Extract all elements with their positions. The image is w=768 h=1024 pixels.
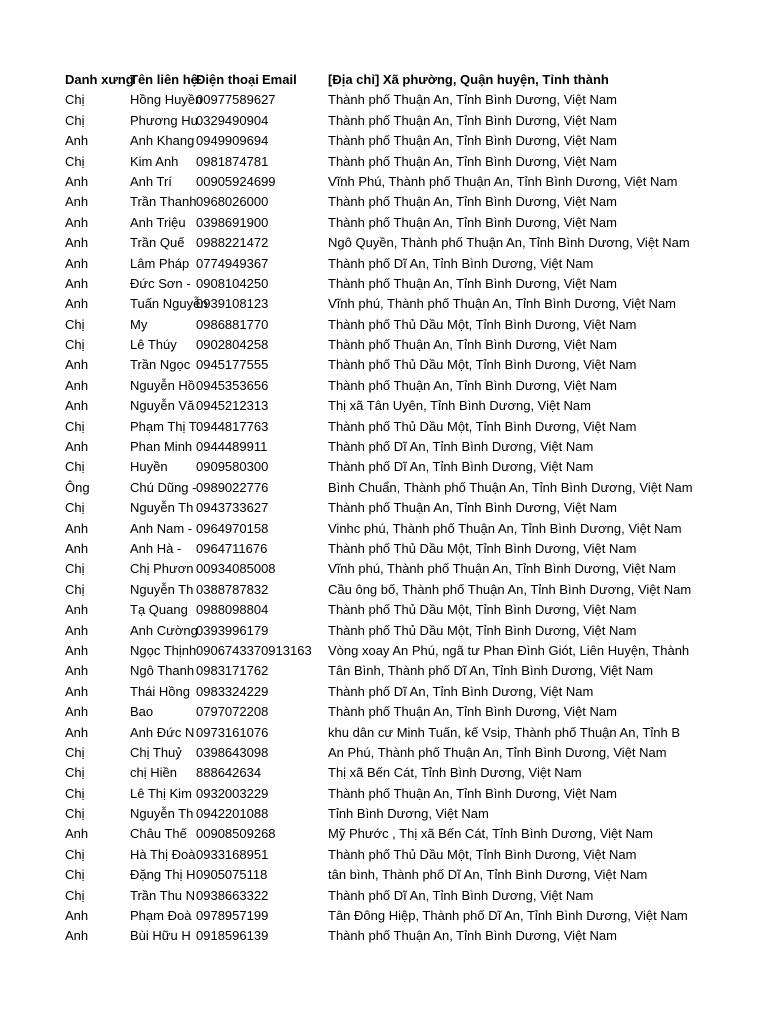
title-cell[interactable]: Anh	[65, 663, 89, 679]
name-cell[interactable]: Anh Triệu	[130, 214, 186, 230]
name-cell[interactable]: Trần Thu N	[130, 887, 196, 903]
phone-cell[interactable]: 0393996179	[196, 622, 269, 638]
name-cell[interactable]: chị Hiền	[130, 765, 177, 781]
title-cell[interactable]: Ông	[65, 479, 90, 495]
phone-cell[interactable]: 0388787832	[196, 581, 269, 597]
name-cell[interactable]: Chị Thuỷ	[130, 744, 182, 760]
address-cell[interactable]: Vĩnh phú, Thành phố Thuận An, Tỉnh Bình Dương, Việt Nam	[328, 296, 676, 312]
name-cell[interactable]: Nguyễn Th	[130, 500, 194, 516]
header-title-cell[interactable]: Danh xưng	[65, 72, 134, 87]
title-cell[interactable]: Chị	[65, 337, 85, 353]
table-row	[0, 376, 768, 396]
name-cell[interactable]: Ngọc Thịnh	[130, 642, 197, 658]
phone-cell[interactable]: 0398691900	[196, 214, 269, 230]
table-row	[0, 355, 768, 375]
phone-cell[interactable]: 0938663322	[196, 887, 269, 903]
phone-cell[interactable]: 0945177555	[196, 357, 269, 373]
address-cell[interactable]: Thành phố Thuận An, Tỉnh Bình Dương, Việt Nam	[328, 500, 617, 516]
table-row	[0, 559, 768, 579]
table-row	[0, 417, 768, 437]
title-cell[interactable]: Chị	[65, 867, 85, 883]
data-rows	[0, 90, 768, 946]
table-row	[0, 274, 768, 294]
name-cell[interactable]: Đức Sơn -	[130, 275, 191, 291]
contact-sheet	[0, 70, 768, 947]
title-cell[interactable]: Anh	[65, 194, 89, 210]
address-cell[interactable]: Thành phố Thủ Dầu Một, Tỉnh Bình Dương, Việt Nam	[328, 357, 637, 373]
name-cell[interactable]: Lê Thúy	[130, 337, 177, 353]
title-cell[interactable]: Anh	[65, 908, 89, 924]
name-cell[interactable]: Chú Dũng -	[130, 479, 197, 495]
table-row	[0, 886, 768, 906]
title-cell[interactable]: Chị	[65, 500, 85, 516]
title-cell[interactable]: Anh	[65, 540, 89, 556]
address-cell[interactable]: Thành phố Thuận An, Tỉnh Bình Dương, Việt Nam	[328, 92, 617, 108]
address-cell[interactable]: Ngô Quyền, Thành phố Thuận An, Tỉnh Bình Dương, Việt Nam	[328, 235, 690, 251]
phone-cell[interactable]: 0944489911	[196, 439, 268, 455]
phone-cell[interactable]: 0983324229	[196, 683, 269, 699]
table-row	[0, 254, 768, 274]
address-cell[interactable]: Tỉnh Bình Dương, Việt Nam	[328, 806, 489, 822]
phone-cell[interactable]: 0906743370913163	[196, 642, 312, 658]
title-cell[interactable]: Chị	[65, 92, 85, 108]
address-cell[interactable]: Thành phố Thủ Dầu Một, Tỉnh Bình Dương, Việt Nam	[328, 602, 637, 618]
table-row	[0, 621, 768, 641]
table-row	[0, 478, 768, 498]
table-row	[0, 743, 768, 763]
title-cell[interactable]: Chị	[65, 112, 85, 128]
phone-cell[interactable]: 0964711676	[196, 540, 268, 556]
address-cell[interactable]: Thành phố Thuận An, Tỉnh Bình Dương, Việt Nam	[328, 112, 617, 128]
title-cell[interactable]: Chị	[65, 418, 85, 434]
address-cell[interactable]: Thành phố Thủ Dầu Một, Tỉnh Bình Dương, Việt Nam	[328, 316, 637, 332]
phone-cell[interactable]: 0981874781	[196, 153, 269, 169]
table-row	[0, 865, 768, 885]
table-row	[0, 845, 768, 865]
title-cell[interactable]: Chị	[65, 846, 85, 862]
phone-cell[interactable]: 0902804258	[196, 337, 269, 353]
table-row	[0, 396, 768, 416]
address-cell[interactable]: Thành phố Thuận An, Tỉnh Bình Dương, Việt Nam	[328, 153, 617, 169]
title-cell[interactable]: Anh	[65, 357, 89, 373]
phone-cell[interactable]: 0933168951	[196, 846, 269, 862]
name-cell[interactable]: Hồng Huyền	[130, 92, 203, 108]
address-cell[interactable]: Thành phố Thuận An, Tỉnh Bình Dương, Việt Nam	[328, 785, 617, 801]
address-cell[interactable]: Thành phố Thuận An, Tỉnh Bình Dương, Việt Nam	[328, 194, 617, 210]
title-cell[interactable]: Chị	[65, 887, 85, 903]
address-cell[interactable]: Mỹ Phước , Thị xã Bến Cát, Tỉnh Bình Dương, Việt Nam	[328, 826, 653, 842]
address-cell[interactable]: Thành phố Thuận An, Tỉnh Bình Dương, Việt Nam	[328, 704, 617, 720]
address-cell[interactable]: Vòng xoay An Phú, ngã tư Phan Đình Giót, Liên Huyện, Thành	[328, 642, 690, 658]
address-cell[interactable]: Thành phố Dĩ An, Tỉnh Bình Dương, Việt Nam	[328, 887, 594, 903]
table-row	[0, 131, 768, 151]
name-cell[interactable]: Chị Phươn	[130, 561, 194, 577]
address-cell[interactable]: Thành phố Dĩ An, Tỉnh Bình Dương, Việt Nam	[328, 439, 594, 455]
name-cell[interactable]: Kim Anh	[130, 153, 179, 169]
phone-cell[interactable]: 0964970158	[196, 520, 269, 536]
phone-cell[interactable]: 888642634	[196, 765, 262, 781]
name-cell[interactable]: Anh Khang	[130, 133, 195, 149]
phone-cell[interactable]: 0986881770	[196, 316, 269, 332]
address-cell[interactable]: Thành phố Thuận An, Tỉnh Bình Dương, Việt Nam	[328, 337, 617, 353]
title-cell[interactable]: Anh	[65, 642, 89, 658]
table-row	[0, 763, 768, 783]
phone-cell[interactable]: 0918596139	[196, 928, 269, 944]
title-cell[interactable]: Anh	[65, 683, 89, 699]
address-cell[interactable]: Thành phố Thuận An, Tỉnh Bình Dương, Việt Nam	[328, 377, 617, 393]
phone-cell[interactable]: 0932003229	[196, 785, 269, 801]
title-cell[interactable]: Anh	[65, 214, 89, 230]
name-cell[interactable]: Nguyễn Th	[130, 806, 194, 822]
phone-cell[interactable]: 0945353656	[196, 377, 269, 393]
address-cell[interactable]: Thành phố Dĩ An, Tỉnh Bình Dương, Việt Nam	[328, 683, 594, 699]
address-cell[interactable]: Thị xã Tân Uyên, Tỉnh Bình Dương, Việt Nam	[328, 398, 591, 414]
phone-cell[interactable]: 0989022776	[196, 479, 269, 495]
address-cell[interactable]: Thành phố Thuận An, Tỉnh Bình Dương, Việt Nam	[328, 928, 617, 944]
title-cell[interactable]: Anh	[65, 602, 89, 618]
name-cell[interactable]: Anh Trí	[130, 173, 172, 189]
address-cell[interactable]: Thị xã Bến Cát, Tỉnh Bình Dương, Việt Nam	[328, 765, 582, 781]
address-cell[interactable]: Thành phố Thuận An, Tỉnh Bình Dương, Việt Nam	[328, 275, 617, 291]
title-cell[interactable]: Anh	[65, 724, 89, 740]
name-cell[interactable]: Anh Nam -	[130, 520, 193, 536]
phone-cell[interactable]: 0973161076	[196, 724, 269, 740]
address-cell[interactable]: Tân Đông Hiệp, Thành phố Dĩ An, Tỉnh Bình Dương, Việt Nam	[328, 908, 688, 924]
title-cell[interactable]: Anh	[65, 928, 89, 944]
phone-cell[interactable]: 0978957199	[196, 908, 269, 924]
address-cell[interactable]: An Phú, Thành phố Thuận An, Tỉnh Bình Dương, Việt Nam	[328, 744, 667, 760]
phone-cell[interactable]: 0939108123	[196, 296, 269, 312]
name-cell[interactable]: Anh Hà -	[130, 540, 182, 556]
title-cell[interactable]: Chị	[65, 153, 85, 169]
table-row	[0, 682, 768, 702]
address-cell[interactable]: Thành phố Thuận An, Tỉnh Bình Dương, Việt Nam	[328, 214, 617, 230]
header-row	[0, 70, 768, 90]
name-cell[interactable]: Tạ Quang	[130, 602, 188, 618]
name-cell[interactable]: Phương Hu	[130, 112, 198, 128]
title-cell[interactable]: Anh	[65, 622, 89, 638]
title-cell[interactable]: Anh	[65, 520, 89, 536]
name-cell[interactable]: Hà Thị Đoà	[130, 846, 196, 862]
title-cell[interactable]: Anh	[65, 439, 89, 455]
title-cell[interactable]: Anh	[65, 173, 89, 189]
address-cell[interactable]: Thành phố Thủ Dầu Một, Tỉnh Bình Dương, Việt Nam	[328, 846, 637, 862]
phone-cell[interactable]: 0983171762	[196, 663, 269, 679]
phone-cell[interactable]: 0908104250	[196, 275, 269, 291]
phone-cell[interactable]: 00908509268	[196, 826, 276, 842]
phone-cell[interactable]: 0329490904	[196, 112, 269, 128]
table-row	[0, 539, 768, 559]
phone-cell[interactable]: 0944817763	[196, 418, 269, 434]
title-cell[interactable]: Chị	[65, 744, 85, 760]
name-cell[interactable]: Trần Thanh	[130, 194, 197, 210]
phone-cell[interactable]: 00905924699	[196, 173, 276, 189]
table-row	[0, 233, 768, 253]
name-cell[interactable]: Trần Quế	[130, 235, 185, 251]
phone-cell[interactable]: 0988221472	[196, 235, 269, 251]
name-cell[interactable]: Lâm Pháp	[130, 255, 190, 271]
title-cell[interactable]: Chị	[65, 581, 85, 597]
address-cell[interactable]: Vinhc phú, Thành phố Thuận An, Tỉnh Bình Dương, Việt Nam	[328, 520, 682, 536]
table-row	[0, 498, 768, 518]
table-row	[0, 906, 768, 926]
name-cell[interactable]: Phan Minh	[130, 439, 193, 455]
name-cell[interactable]: My	[130, 316, 148, 332]
phone-cell[interactable]: 0797072208	[196, 704, 269, 720]
name-cell[interactable]: Huyền	[130, 459, 168, 475]
table-row	[0, 926, 768, 946]
name-cell[interactable]: Tuấn Nguyễn	[130, 296, 208, 312]
name-cell[interactable]: Bao	[130, 704, 154, 720]
address-cell[interactable]: Bình Chuẩn, Thành phố Thuận An, Tỉnh Bình Dương, Việt Nam	[328, 479, 693, 495]
name-cell[interactable]: Lê Thị Kim	[130, 785, 192, 801]
name-cell[interactable]: Ngô Thanh	[130, 663, 195, 679]
address-cell[interactable]: Thành phố Thủ Dầu Một, Tỉnh Bình Dương, Việt Nam	[328, 622, 637, 638]
title-cell[interactable]: Chị	[65, 459, 85, 475]
name-cell[interactable]: Phạm Thị T	[130, 418, 197, 434]
title-cell[interactable]: Anh	[65, 255, 89, 271]
address-cell[interactable]: Thành phố Thuận An, Tỉnh Bình Dương, Việt Nam	[328, 133, 617, 149]
table-row	[0, 784, 768, 804]
name-cell[interactable]: Đặng Thị H	[130, 867, 196, 883]
title-cell[interactable]: Anh	[65, 235, 89, 251]
phone-cell[interactable]: 0943733627	[196, 500, 269, 516]
title-cell[interactable]: Anh	[65, 826, 89, 842]
phone-cell[interactable]: 00977589627	[196, 92, 276, 108]
address-cell[interactable]: Thành phố Thủ Dầu Một, Tỉnh Bình Dương, Việt Nam	[328, 540, 637, 556]
name-cell[interactable]: Nguyễn Hồ	[130, 377, 196, 393]
address-cell[interactable]: Thành phố Dĩ An, Tỉnh Bình Dương, Việt Nam	[328, 459, 594, 475]
name-cell[interactable]: Châu Thế	[130, 826, 187, 842]
title-cell[interactable]: Anh	[65, 704, 89, 720]
table-row	[0, 315, 768, 335]
title-cell[interactable]: Chị	[65, 765, 85, 781]
title-cell[interactable]: Anh	[65, 398, 89, 414]
phone-cell[interactable]: 0905075118	[196, 867, 268, 883]
phone-cell[interactable]: 0909580300	[196, 459, 269, 475]
table-row	[0, 111, 768, 131]
address-cell[interactable]: Tân Bình, Thành phố Dĩ An, Tỉnh Bình Dương, Việt Nam	[328, 663, 654, 679]
table-row	[0, 600, 768, 620]
name-cell[interactable]: Anh Đức N	[130, 724, 195, 740]
table-row	[0, 437, 768, 457]
table-row	[0, 661, 768, 681]
table-row	[0, 580, 768, 600]
table-row	[0, 702, 768, 722]
table-row	[0, 213, 768, 233]
phone-cell[interactable]: 0949909694	[196, 133, 269, 149]
table-row	[0, 641, 768, 661]
title-cell[interactable]: Chị	[65, 785, 85, 801]
phone-cell[interactable]: 0945212313	[196, 398, 269, 414]
name-cell[interactable]: Nguyễn Vă	[130, 398, 195, 414]
header-name-cell[interactable]: Tên liên hệ	[130, 72, 198, 87]
table-row	[0, 152, 768, 172]
table-row	[0, 192, 768, 212]
name-cell[interactable]: Bùi Hữu H	[130, 928, 191, 944]
table-row	[0, 824, 768, 844]
name-cell[interactable]: Phạm Đoà	[130, 908, 192, 924]
title-cell[interactable]: Anh	[65, 133, 89, 149]
address-cell[interactable]: Vĩnh Phú, Thành phố Thuận An, Tỉnh Bình Dương, Việt Nam	[328, 173, 678, 189]
name-cell[interactable]: Nguyễn Th	[130, 581, 194, 597]
table-row	[0, 804, 768, 824]
address-cell[interactable]: Thành phố Dĩ An, Tỉnh Bình Dương, Việt Nam	[328, 255, 594, 271]
table-row	[0, 90, 768, 110]
table-row	[0, 335, 768, 355]
address-cell[interactable]: khu dân cư Minh Tuấn, kế Vsip, Thành phố Thuận An, Tỉnh B	[328, 724, 680, 740]
phone-cell[interactable]: 00934085008	[196, 561, 276, 577]
table-row	[0, 294, 768, 314]
table-row	[0, 519, 768, 539]
title-cell[interactable]: Chị	[65, 561, 85, 577]
table-row	[0, 457, 768, 477]
address-cell[interactable]: Thành phố Thủ Dầu Một, Tỉnh Bình Dương, Việt Nam	[328, 418, 637, 434]
table-row	[0, 723, 768, 743]
phone-cell[interactable]: 0398643098	[196, 744, 269, 760]
name-cell[interactable]: Anh Cường	[130, 622, 198, 638]
name-cell[interactable]: Trần Ngọc	[130, 357, 191, 373]
header-email-cell[interactable]: Email	[262, 72, 297, 87]
title-cell[interactable]: Anh	[65, 296, 89, 312]
address-cell[interactable]: Vĩnh phú, Thành phố Thuận An, Tỉnh Bình Dương, Việt Nam	[328, 561, 676, 577]
name-cell[interactable]: Thái Hồng	[130, 683, 190, 699]
title-cell[interactable]: Chị	[65, 316, 85, 332]
title-cell[interactable]: Anh	[65, 377, 89, 393]
address-cell[interactable]: Cầu ông bố, Thành phố Thuận An, Tỉnh Bình Dương, Việt Nam	[328, 581, 692, 597]
phone-cell[interactable]: 0988098804	[196, 602, 269, 618]
title-cell[interactable]: Chị	[65, 806, 85, 822]
header-address-cell[interactable]: [Địa chỉ] Xã phường, Quận huyện, Tỉnh thành	[328, 72, 609, 87]
address-cell[interactable]: tân bình, Thành phố Dĩ An, Tỉnh Bình Dương, Việt Nam	[328, 867, 648, 883]
phone-cell[interactable]: 0774949367	[196, 255, 269, 271]
phone-cell[interactable]: 0942201088	[196, 806, 269, 822]
phone-cell[interactable]: 0968026000	[196, 194, 269, 210]
title-cell[interactable]: Anh	[65, 275, 89, 291]
table-row	[0, 172, 768, 192]
header-phone-cell[interactable]: Điện thoại	[196, 72, 259, 87]
